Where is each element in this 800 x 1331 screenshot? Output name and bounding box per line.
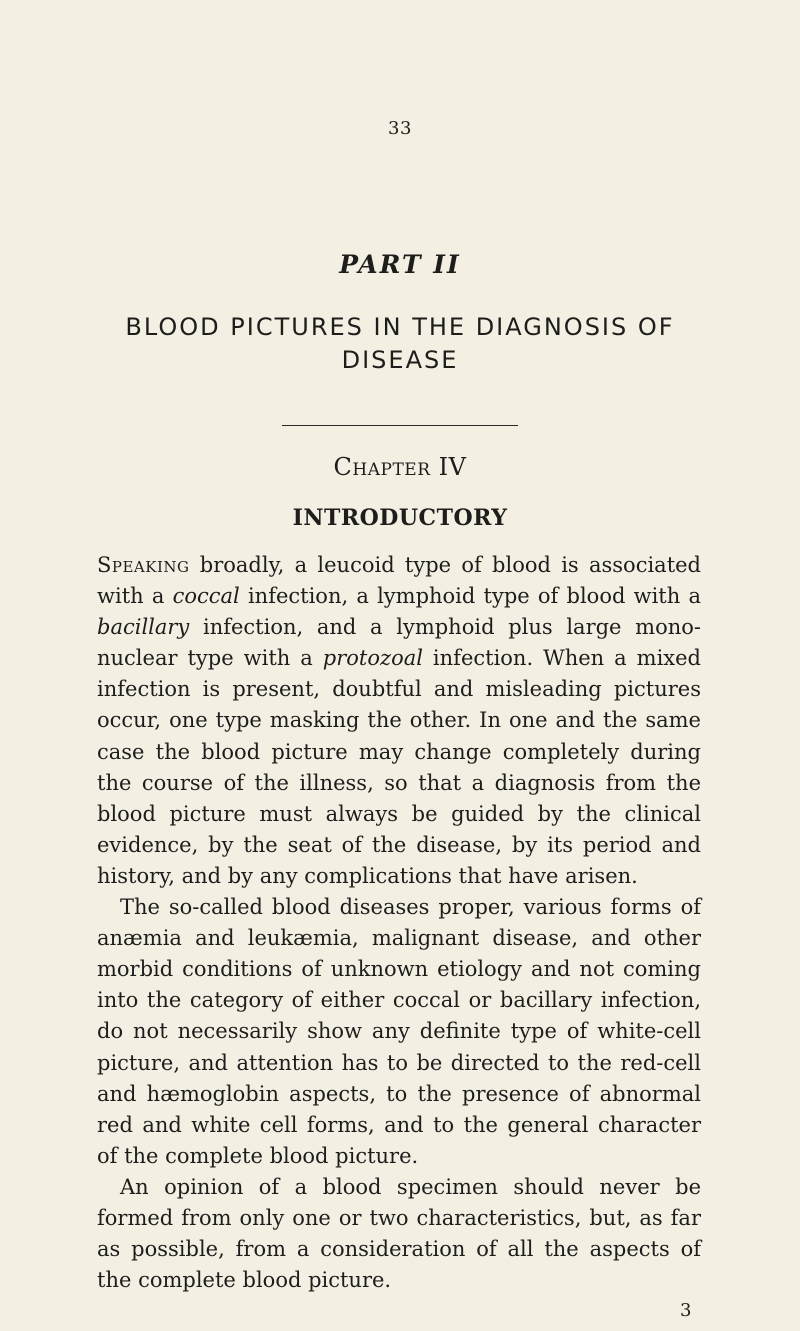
paragraph-1-text-b: infection, a lymphoid type of blood with a bbox=[239, 584, 701, 609]
paragraph-lead-word: Speaking bbox=[97, 553, 190, 577]
chapter-label: Chapter IV bbox=[333, 453, 467, 481]
emphasis-bacillary: bacillary bbox=[97, 615, 190, 640]
chapter-title: INTRODUCTORY bbox=[292, 505, 508, 531]
paragraph-1-text-d: infection. When a mixed infection is present, doubtful and misleading pictures occur, one type masking the other. In one and the same case the blood picture may change completely during the course of the illness, so that a diagnosis from the blood picture must always be guided by the clinical evidence, by the seat of the disease, by its period and history, and by any complications that have arisen. bbox=[97, 646, 701, 888]
body-text bbox=[97, 550, 701, 1296]
divider-rule bbox=[282, 425, 518, 426]
paragraph-2: The so-called blood diseases proper, various forms of anæmia and leukæmia, malignant disease, and other morbid conditions of unknown etiology and not coming into the category of either coccal or bacillary infection, do not necessarily show any definite type of white-cell picture, and attention has to be directed to the red-cell and hæmoglobin aspects, to the presence of abnormal red and white cell forms, and to the general character of the complete blood picture. bbox=[97, 895, 701, 1168]
signature-mark: 3 bbox=[680, 1300, 692, 1321]
part-title: PART II bbox=[339, 250, 461, 279]
section-title: BLOOD PICTURES IN THE DIAGNOSIS OF DISEASE bbox=[125, 313, 675, 374]
paragraph-1-text-a: broadly, a leucoid type of blood is associated with a bbox=[97, 553, 701, 609]
paragraph-1-text-c: infection, and a lymphoid plus large mono-nuclear type with a bbox=[97, 615, 701, 671]
paragraph-3: An opinion of a blood specimen should never be formed from only one or two characteristics, but, as far as possible, from a consideration of all the aspects of the complete blood picture. bbox=[97, 1174, 701, 1293]
emphasis-coccal: coccal bbox=[172, 584, 240, 609]
paragraph-1 bbox=[97, 550, 701, 892]
page-number: 33 bbox=[388, 118, 412, 139]
emphasis-protozoal: protozoal bbox=[322, 646, 423, 671]
